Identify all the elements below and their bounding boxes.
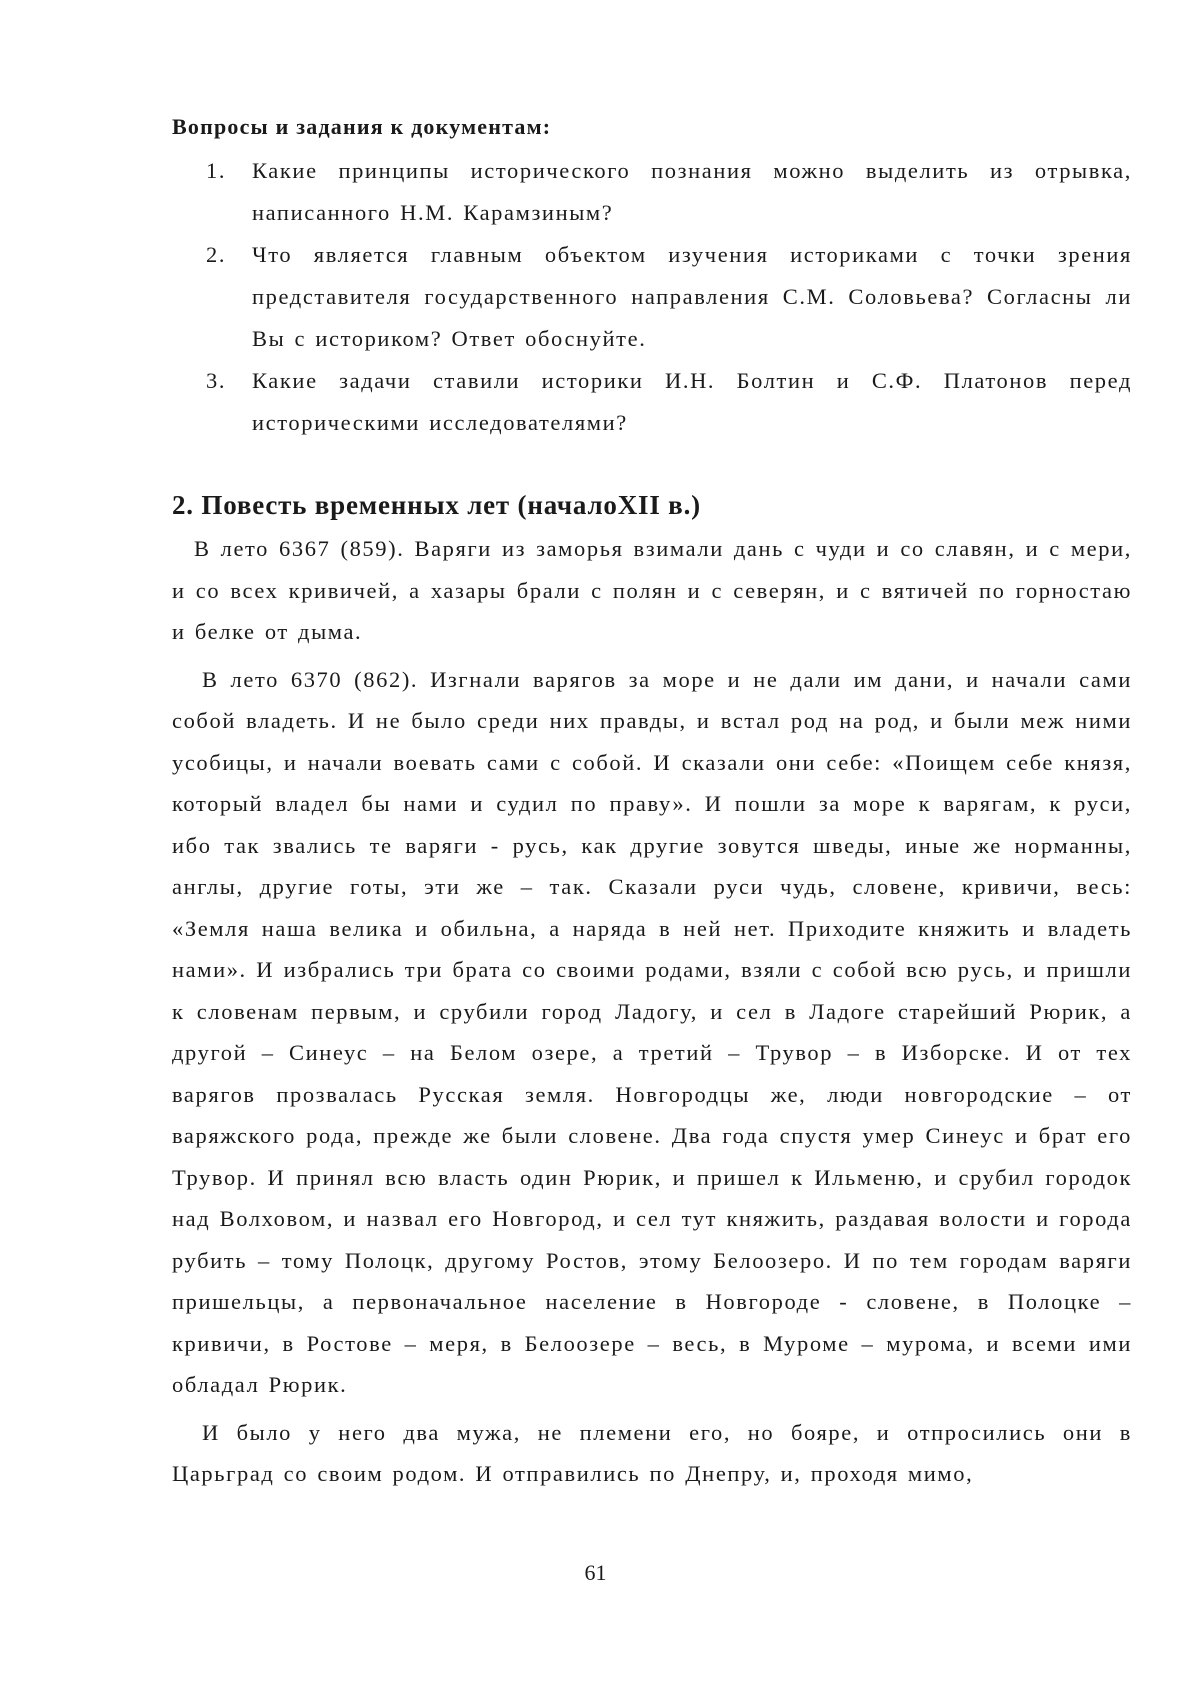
question-text: Какие задачи ставили историки И.Н. Болтин и С.Ф. Платонов перед историческими исследователями? (252, 368, 1132, 435)
question-number: 2. (206, 242, 227, 267)
questions-list (172, 150, 1132, 444)
question-item (172, 234, 1132, 360)
section-title: 2. Повесть временных лет (началоXII в.) (172, 490, 701, 520)
question-item (172, 360, 1132, 444)
page-number: 61 (584, 1560, 607, 1585)
body-paragraph: В лето 6367 (859). Варяги из заморья взимали дань с чуди и со славян, и с мери, и со всех кривичей, а хазары брали с полян и с северян, и с вятичей по горностаю и белке от дыма. (172, 536, 1132, 644)
body-paragraph: И было у него два мужа, не племени его, но бояре, и отпросились они в Царьград со своим родом. И отправились по Днепру, и, проходя мимо, (172, 1419, 1132, 1486)
question-text: Какие принципы исторического познания можно выделить из отрывка, написанного Н.М. Карамзиным? (252, 158, 1132, 225)
question-number: 3. (206, 368, 227, 393)
question-item (172, 150, 1132, 234)
question-text: Что является главным объектом изучения историками с точки зрения представителя государственного направления С.М. Соловьева? Согласны ли Вы с историком? Ответ обоснуйте. (252, 242, 1132, 351)
document-page (172, 112, 1132, 1495)
question-number: 1. (206, 158, 227, 183)
questions-heading: Вопросы и задания к документам: (172, 114, 552, 139)
body-paragraph: В лето 6370 (862). Изгнали варягов за море и не дали им дани, и начали сами собой владеть. И не было среди них правды, и встал род на род, и были меж ними усобицы, и начали воевать сами с собой. И сказали они себе: «Поищем себе князя, который владел бы нами и судил по праву». И пошли за море к варягам, к руси, ибо так звались те варяги - русь, как другие зовутся шведы, иные же норманны, англы, другие готы, эти же – так. Сказали руси чудь, словене, кривичи, весь: «Земля наша велика и обильна, а наряда в ней нет. Приходите княжить и владеть нами». И избрались три брата со своими родами, взяли с собой всю русь, и пришли к словенам первым, и срубили город Ладогу, и сел в Ладоге старейший Рюрик, а другой – Синеус – на Белом озере, а третий – Трувор – в Изборске. И от тех варягов прозвалась Русская земля. Новгородцы же, люди новгородские – от варяжского рода, прежде же были словене. Два года спустя умер Синеус и брат его Трувор. И принял всю власть один Рюрик, и пришел к Ильменю, и срубил городок над Волховом, и назвал его Новгород, и сел тут княжить, раздавая волости и города рубить – тому Полоцк, другому Ростов, этому Белоозеро. И по тем городам варяги пришельцы, а первоначальное население в Новгороде - словене, в Полоцке – кривичи, в Ростове – меря, в Белоозере – весь, в Муроме – мурома, и всеми ими обладал Рюрик. (172, 666, 1132, 1397)
